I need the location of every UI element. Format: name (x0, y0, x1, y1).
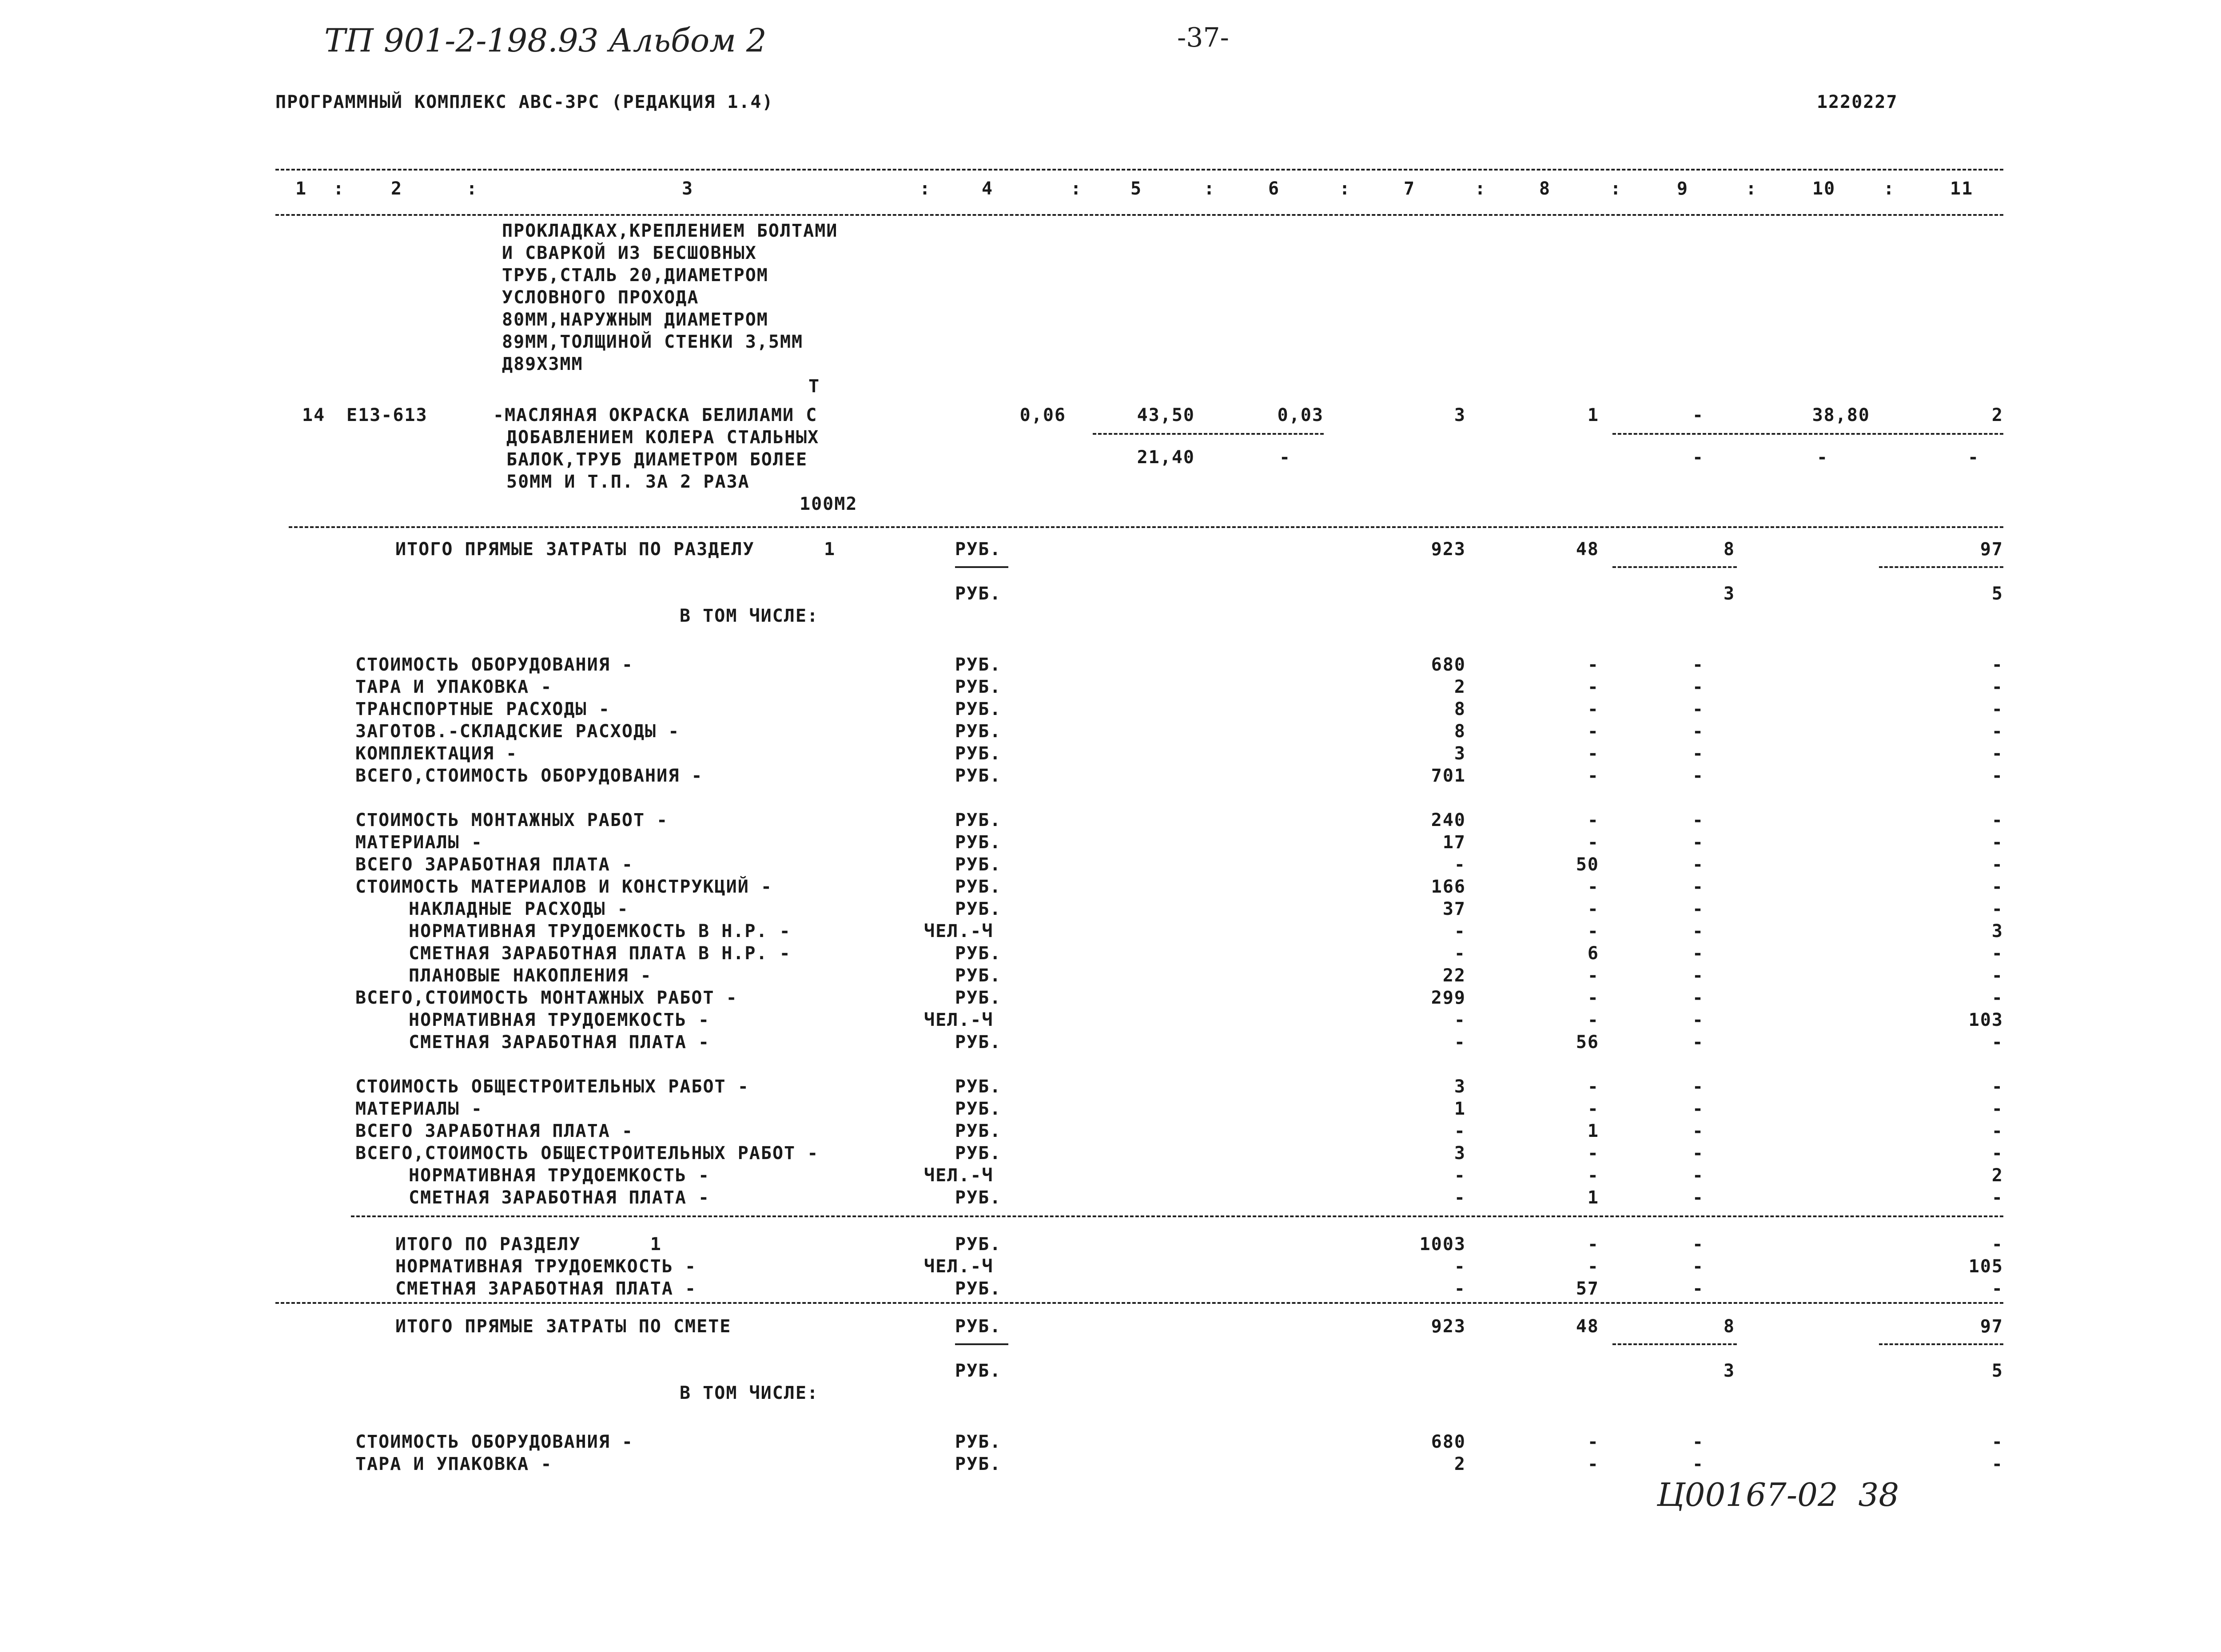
estimate-col11-rule (1879, 1343, 2003, 1345)
row-col11: 3 (1991, 921, 2003, 941)
estimate-total-col8: 48 (1576, 1316, 1599, 1337)
row-unit: РУБ. (955, 854, 1002, 875)
row-col7: 17 (1442, 832, 1466, 853)
row-col9: - (1692, 1076, 1704, 1097)
item-col5-rule (1093, 433, 1324, 435)
row-col11: - (1991, 677, 2003, 697)
row-unit: РУБ. (955, 877, 1002, 897)
section-including: В ТОМ ЧИСЛЕ: (680, 606, 819, 626)
row-unit: РУБ. (955, 832, 1002, 853)
row-col9: - (1692, 1187, 1704, 1208)
section-total-col9a: 8 (1723, 539, 1735, 560)
row-label: СТОИМОСТЬ ОБЩЕСТРОИТЕЛЬНЫХ РАБОТ - (355, 1076, 749, 1097)
row-col9: - (1692, 854, 1704, 875)
item-col9b: - (1692, 447, 1704, 468)
row-col11: - (1991, 943, 2003, 964)
estimate-col9-rule (1612, 1343, 1737, 1345)
item-col11b: - (1968, 447, 1980, 468)
estimate-including: В ТОМ ЧИСЛЕ: (680, 1383, 819, 1403)
row-col8: - (1587, 1256, 1599, 1277)
row-label: ИТОГО ПО РАЗДЕЛУ 1 (395, 1234, 662, 1255)
row-unit: РУБ. (955, 1076, 1002, 1097)
item-col9-11-rule (1612, 433, 2003, 435)
row-label: СТОИМОСТЬ ОБОРУДОВАНИЯ - (355, 655, 633, 675)
row-col8: - (1587, 810, 1599, 830)
row-col7: - (1454, 1032, 1466, 1052)
description-line: Т (808, 376, 820, 397)
row-col11: - (1991, 1187, 2003, 1208)
row-col8: 1 (1587, 1187, 1599, 1208)
row-unit: РУБ. (955, 1432, 1002, 1452)
estimate-rule (275, 1302, 2003, 1304)
row-label: ВСЕГО ЗАРАБОТНАЯ ПЛАТА - (355, 1121, 633, 1141)
section-total-col11a: 97 (1980, 539, 2003, 560)
row-col9: - (1692, 1256, 1704, 1277)
row-unit: РУБ. (955, 1121, 1002, 1141)
row-label: СТОИМОСТЬ МОНТАЖНЫХ РАБОТ - (355, 810, 669, 830)
row-col8: - (1587, 921, 1599, 941)
row-col11: - (1991, 766, 2003, 786)
section-total-col11b: 5 (1991, 584, 2003, 604)
program-code: 1220227 (1817, 92, 1898, 112)
row-col9: - (1692, 1010, 1704, 1030)
item-description-line: -МАСЛЯНАЯ ОКРАСКА БЕЛИЛАМИ С (493, 405, 818, 425)
row-col7: 2 (1454, 1454, 1466, 1474)
column-separator: : (1071, 179, 1083, 199)
section-total-unit-2: РУБ. (955, 584, 1002, 604)
row-col11: - (1991, 1099, 2003, 1119)
row-col9: - (1692, 899, 1704, 919)
row-col11: - (1991, 988, 2003, 1008)
row-label: ВСЕГО,СТОИМОСТЬ МОНТАЖНЫХ РАБОТ - (355, 988, 738, 1008)
row-col9: - (1692, 699, 1704, 719)
row-col8: - (1587, 988, 1599, 1008)
row-col8: 57 (1576, 1279, 1599, 1299)
row-col7: 166 (1431, 877, 1466, 897)
row-unit: РУБ. (955, 743, 1002, 764)
column-separator: : (1883, 179, 1895, 199)
row-unit: РУБ. (955, 1454, 1002, 1474)
row-col9: - (1692, 655, 1704, 675)
row-col11: - (1991, 1454, 2003, 1474)
row-label: НАКЛАДНЫЕ РАСХОДЫ - (409, 899, 629, 919)
row-unit: ЧЕЛ.-Ч (924, 1256, 994, 1277)
column-separator: : (1204, 179, 1216, 199)
row-label: МАТЕРИАЛЫ - (355, 832, 483, 853)
row-unit: РУБ. (955, 965, 1002, 986)
row-col8: - (1587, 721, 1599, 742)
row-label: ВСЕГО,СТОИМОСТЬ ОБОРУДОВАНИЯ - (355, 766, 703, 786)
row-col11: - (1991, 1076, 2003, 1097)
row-col7: 1003 (1419, 1234, 1466, 1255)
section-rule (289, 526, 2003, 528)
row-col11: - (1991, 1279, 2003, 1299)
column-separator: : (1339, 179, 1351, 199)
row-col7: - (1454, 1010, 1466, 1030)
row-col9: - (1692, 810, 1704, 830)
item-col11a: 2 (1991, 405, 2003, 425)
row-col9: - (1692, 943, 1704, 964)
estimate-total-col9a: 8 (1723, 1316, 1735, 1337)
row-col8: - (1587, 877, 1599, 897)
item-col10a: 38,80 (1812, 405, 1870, 425)
row-unit: РУБ. (955, 1279, 1002, 1299)
row-col11: 2 (1991, 1165, 2003, 1186)
row-col9: - (1692, 1234, 1704, 1255)
row-col11: - (1991, 699, 2003, 719)
description-line: И СВАРКОЙ ИЗ БЕСШОВНЫХ (502, 243, 757, 263)
row-col11: - (1991, 854, 2003, 875)
row-label: КОМПЛЕКТАЦИЯ - (355, 743, 518, 764)
row-col8: 56 (1576, 1032, 1599, 1052)
row-label: ТРАНСПОРТНЫЕ РАСХОДЫ - (355, 699, 610, 719)
row-unit: РУБ. (955, 988, 1002, 1008)
row-col11: - (1991, 810, 2003, 830)
row-col7: 2 (1454, 677, 1466, 697)
row-col9: - (1692, 721, 1704, 742)
row-label: НОРМАТИВНАЯ ТРУДОЕМКОСТЬ В Н.Р. - (409, 921, 791, 941)
row-col9: - (1692, 766, 1704, 786)
row-col9: - (1692, 1454, 1704, 1474)
row-unit: РУБ. (955, 1187, 1002, 1208)
row-label: НОРМАТИВНАЯ ТРУДОЕМКОСТЬ - (395, 1256, 697, 1277)
row-col9: - (1692, 1032, 1704, 1052)
row-unit: РУБ. (955, 677, 1002, 697)
page-number: -37- (1177, 22, 1229, 53)
item-col5b: 21,40 (1137, 447, 1195, 468)
row-col7: - (1454, 1279, 1466, 1299)
row-col9: - (1692, 743, 1704, 764)
column-number-5: 5 (1130, 179, 1142, 199)
column-separator: : (1746, 179, 1758, 199)
row-col11: - (1991, 832, 2003, 853)
row-col11: - (1991, 877, 2003, 897)
section-total-direct-label: ИТОГО ПРЯМЫЕ ЗАТРАТЫ ПО РАЗДЕЛУ 1 (395, 539, 836, 560)
row-col9: - (1692, 921, 1704, 941)
row-label: СТОИМОСТЬ ОБОРУДОВАНИЯ - (355, 1432, 633, 1452)
row-col11: - (1991, 1432, 2003, 1452)
row-unit: РУБ. (955, 899, 1002, 919)
row-col8: - (1587, 1234, 1599, 1255)
row-col8: - (1587, 1010, 1599, 1030)
row-col11: - (1991, 965, 2003, 986)
row-unit: РУБ. (955, 1234, 1002, 1255)
row-col7: 680 (1431, 655, 1466, 675)
row-col9: - (1692, 832, 1704, 853)
row-col8: - (1587, 655, 1599, 675)
column-number-2: 2 (391, 179, 403, 199)
header-rule-bottom (275, 214, 2003, 216)
row-col9: - (1692, 1432, 1704, 1452)
document-code: ТП 901-2-198.93 Альбом 2 (324, 22, 767, 59)
item-col5a: 43,50 (1137, 405, 1195, 425)
row-col7: 37 (1442, 899, 1466, 919)
footer-handwritten-code: Ц00167-02 38 (1657, 1476, 1899, 1513)
row-col7: 8 (1454, 721, 1466, 742)
row-col11: 103 (1968, 1010, 2003, 1030)
column-number-11: 11 (1950, 179, 1974, 199)
row-unit: РУБ. (955, 943, 1002, 964)
item-col6b: - (1279, 447, 1291, 468)
section-total-col8: 48 (1576, 539, 1599, 560)
row-col8: 50 (1576, 854, 1599, 875)
row-col7: - (1454, 1165, 1466, 1186)
row-col7: 22 (1442, 965, 1466, 986)
description-line: УСЛОВНОГО ПРОХОДА (502, 287, 699, 308)
row-col11: - (1991, 1234, 2003, 1255)
item-description-line: 100М2 (800, 494, 858, 514)
row-col11: - (1991, 1143, 2003, 1164)
column-number-9: 9 (1677, 179, 1689, 199)
estimate-unit-rule (955, 1343, 1008, 1345)
estimate-total-col11a: 97 (1980, 1316, 2003, 1337)
row-label: СМЕТНАЯ ЗАРАБОТНАЯ ПЛАТА - (409, 1187, 710, 1208)
row-col7: 1 (1454, 1099, 1466, 1119)
item-col9a: - (1692, 405, 1704, 425)
row-col8: - (1587, 899, 1599, 919)
estimate-total-unit-2: РУБ. (955, 1361, 1002, 1381)
row-col9: - (1692, 1143, 1704, 1164)
row-col7: - (1454, 921, 1466, 941)
row-unit: РУБ. (955, 1032, 1002, 1052)
description-line: ТРУБ,СТАЛЬ 20,ДИАМЕТРОМ (502, 265, 768, 286)
row-col8: - (1587, 1143, 1599, 1164)
section-total-col9b: 3 (1723, 584, 1735, 604)
row-col8: - (1587, 1454, 1599, 1474)
item-col6a: 0,03 (1277, 405, 1324, 425)
row-label: СМЕТНАЯ ЗАРАБОТНАЯ ПЛАТА В Н.Р. - (409, 943, 791, 964)
section-summary-rule (351, 1215, 2003, 1217)
row-col8: - (1587, 1099, 1599, 1119)
column-number-8: 8 (1539, 179, 1551, 199)
item-col10b: - (1817, 447, 1829, 468)
estimate-total-direct-label: ИТОГО ПРЯМЫЕ ЗАТРАТЫ ПО СМЕТЕ (395, 1316, 732, 1337)
row-col7: - (1454, 1121, 1466, 1141)
estimate-total-col9b: 3 (1723, 1361, 1735, 1381)
item-code: Е13-613 (346, 405, 428, 425)
item-description-line: ДОБАВЛЕНИЕМ КОЛЕРА СТАЛЬНЫХ (506, 427, 820, 448)
row-label: НОРМАТИВНАЯ ТРУДОЕМКОСТЬ - (409, 1010, 710, 1030)
item-description-line: 50ММ И Т.П. ЗА 2 РАЗА (506, 472, 750, 492)
estimate-total-col11b: 5 (1991, 1361, 2003, 1381)
row-col7: 240 (1431, 810, 1466, 830)
column-number-10: 10 (1812, 179, 1836, 199)
row-col8: - (1587, 677, 1599, 697)
row-unit: ЧЕЛ.-Ч (924, 1010, 994, 1030)
column-separator: : (333, 179, 345, 199)
row-col11: - (1991, 1032, 2003, 1052)
row-col11: - (1991, 721, 2003, 742)
section-col11-rule (1879, 566, 2003, 568)
program-title: ПРОГРАММНЫЙ КОМПЛЕКС АВС-3РС (РЕДАКЦИЯ 1.4) (275, 92, 774, 112)
row-unit: ЧЕЛ.-Ч (924, 1165, 994, 1186)
row-col7: 3 (1454, 1143, 1466, 1164)
section-total-col7: 923 (1431, 539, 1466, 560)
row-col9: - (1692, 1099, 1704, 1119)
row-col7: 3 (1454, 743, 1466, 764)
row-unit: ЧЕЛ.-Ч (924, 921, 994, 941)
section-unit-rule (955, 566, 1008, 568)
row-col9: - (1692, 877, 1704, 897)
row-col8: - (1587, 743, 1599, 764)
row-col9: - (1692, 677, 1704, 697)
row-label: СТОИМОСТЬ МАТЕРИАЛОВ И КОНСТРУКЦИЙ - (355, 877, 772, 897)
row-col8: - (1587, 699, 1599, 719)
column-number-4: 4 (982, 179, 994, 199)
row-col9: - (1692, 1165, 1704, 1186)
row-col7: - (1454, 943, 1466, 964)
column-separator: : (1475, 179, 1487, 199)
item-number: 14 (302, 405, 326, 425)
row-col7: 3 (1454, 1076, 1466, 1097)
column-number-1: 1 (295, 179, 307, 199)
row-label: ПЛАНОВЫЕ НАКОПЛЕНИЯ - (409, 965, 652, 986)
row-col7: - (1454, 854, 1466, 875)
row-col7: 8 (1454, 699, 1466, 719)
item-col8: 1 (1587, 405, 1599, 425)
row-label: НОРМАТИВНАЯ ТРУДОЕМКОСТЬ - (409, 1165, 710, 1186)
row-col8: - (1587, 1076, 1599, 1097)
row-label: СМЕТНАЯ ЗАРАБОТНАЯ ПЛАТА - (395, 1279, 697, 1299)
row-col11: - (1991, 899, 2003, 919)
row-label: ВСЕГО ЗАРАБОТНАЯ ПЛАТА - (355, 854, 633, 875)
header-rule-top (275, 169, 2003, 171)
row-label: МАТЕРИАЛЫ - (355, 1099, 483, 1119)
estimate-total-unit-1: РУБ. (955, 1316, 1002, 1337)
description-line: ПРОКЛАДКАХ,КРЕПЛЕНИЕМ БОЛТАМИ (502, 221, 838, 241)
item-col7: 3 (1454, 405, 1466, 425)
row-unit: РУБ. (955, 1143, 1002, 1164)
item-col4: 0,06 (1019, 405, 1066, 425)
row-label: ТАРА И УПАКОВКА - (355, 677, 553, 697)
column-number-7: 7 (1404, 179, 1416, 199)
row-unit: РУБ. (955, 699, 1002, 719)
row-col11: - (1991, 655, 2003, 675)
row-col11: 105 (1968, 1256, 2003, 1277)
row-unit: РУБ. (955, 766, 1002, 786)
row-unit: РУБ. (955, 655, 1002, 675)
row-col11: - (1991, 743, 2003, 764)
row-col8: - (1587, 1165, 1599, 1186)
row-label: СМЕТНАЯ ЗАРАБОТНАЯ ПЛАТА - (409, 1032, 710, 1052)
estimate-total-col7: 923 (1431, 1316, 1466, 1337)
row-col9: - (1692, 1279, 1704, 1299)
row-col7: - (1454, 1187, 1466, 1208)
row-label: ВСЕГО,СТОИМОСТЬ ОБЩЕСТРОИТЕЛЬНЫХ РАБОТ - (355, 1143, 819, 1164)
description-line: 89ММ,ТОЛЩИНОЙ СТЕНКИ 3,5ММ (502, 332, 804, 352)
row-unit: РУБ. (955, 1099, 1002, 1119)
row-col9: - (1692, 988, 1704, 1008)
item-description-line: БАЛОК,ТРУБ ДИАМЕТРОМ БОЛЕЕ (506, 449, 808, 470)
section-col9-rule (1612, 566, 1737, 568)
column-number-3: 3 (682, 179, 694, 199)
row-col7: 680 (1431, 1432, 1466, 1452)
column-separator: : (466, 179, 478, 199)
row-col11: - (1991, 1121, 2003, 1141)
description-line: 80ММ,НАРУЖНЫМ ДИАМЕТРОМ (502, 310, 768, 330)
row-col7: 299 (1431, 988, 1466, 1008)
row-col8: - (1587, 832, 1599, 853)
column-separator: : (1610, 179, 1622, 199)
row-unit: РУБ. (955, 810, 1002, 830)
row-col8: - (1587, 965, 1599, 986)
column-number-6: 6 (1268, 179, 1280, 199)
column-separator: : (919, 179, 931, 199)
row-col7: - (1454, 1256, 1466, 1277)
row-col8: 1 (1587, 1121, 1599, 1141)
row-col9: - (1692, 965, 1704, 986)
row-col9: - (1692, 1121, 1704, 1141)
row-label: ТАРА И УПАКОВКА - (355, 1454, 553, 1474)
section-total-unit-1: РУБ. (955, 539, 1002, 560)
description-line: Д89Х3ММ (502, 354, 583, 374)
row-col7: 701 (1431, 766, 1466, 786)
row-col8: - (1587, 766, 1599, 786)
row-label: ЗАГОТОВ.-СКЛАДСКИЕ РАСХОДЫ - (355, 721, 680, 742)
row-col8: 6 (1587, 943, 1599, 964)
row-col8: - (1587, 1432, 1599, 1452)
row-unit: РУБ. (955, 721, 1002, 742)
